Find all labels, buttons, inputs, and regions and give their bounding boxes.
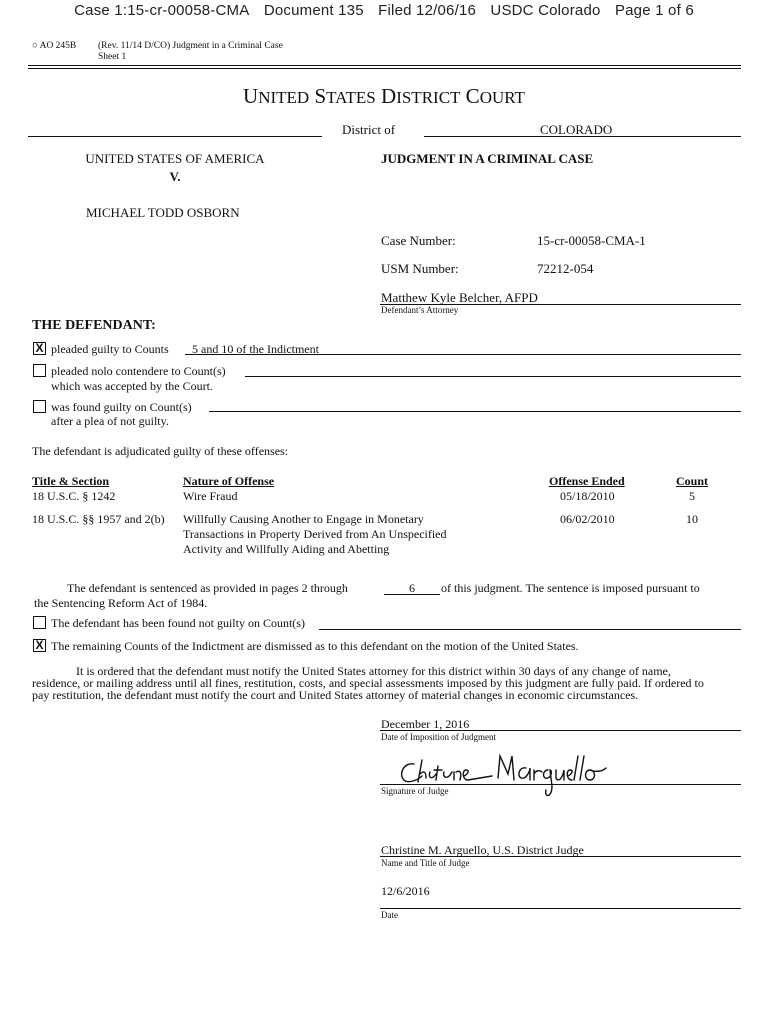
not-guilty-label: The defendant has been found not guilty on Count(s) (51, 616, 305, 630)
stamp-court: USDC Colorado (490, 2, 601, 19)
district-rule-right (424, 136, 741, 137)
sentence-text-b: of this judgment. The sentence is imposed pursuant to (441, 581, 700, 595)
imposition-rule (380, 730, 741, 731)
judge-name-rule (380, 856, 741, 857)
header-title-section: Title & Section (32, 474, 110, 488)
plaintiff: UNITED STATES OF AMERICA (85, 151, 265, 166)
plea-guilty-label: pleaded guilty to Counts (51, 342, 169, 356)
row-ended: 05/18/2010 (560, 489, 615, 503)
case-number-label: Case Number: (381, 233, 456, 248)
nolo-accepted-label: which was accepted by the Court. (51, 379, 213, 393)
signed-date-rule (380, 908, 741, 909)
judge-name-label: Name and Title of Judge (381, 858, 470, 868)
case-number: 15-cr-00058-CMA-1 (537, 233, 646, 248)
nolo-rule (245, 376, 741, 377)
sentence-text-a: The defendant is sentenced as provided in pages 2 through (67, 581, 348, 595)
judge-name: Christine M. Arguello, U.S. District Judge (381, 843, 584, 857)
adjudicated-text: The defendant is adjudicated guilty of these offenses: (32, 444, 289, 458)
row-count: 10 (686, 512, 698, 526)
defendant-attorney: Matthew Kyle Belcher, AFPD (381, 290, 538, 305)
row-nature-line2: Transactions in Property Derived from An Unspecified (183, 527, 447, 541)
plea-guilty-counts: 5 and 10 of the Indictment (192, 342, 319, 356)
form-sheet: Sheet 1 (98, 52, 127, 62)
found-guilty-checkbox[interactable] (33, 400, 46, 413)
defendant-heading: THE DEFENDANT: (32, 318, 156, 333)
form-revision: (Rev. 11/14 D/CO) Judgment in a Criminal Case (98, 41, 283, 51)
defendant-name: MICHAEL TODD OSBORN (86, 205, 240, 220)
order-line-1: It is ordered that the defendant must notify the United States attorney for this district within 30 days of any change of name, (76, 664, 671, 678)
versus: V. (169, 169, 181, 184)
row-count: 5 (689, 489, 695, 503)
dismissed-label: The remaining Counts of the Indictment are dismissed as to this defendant on the motion of the United States. (51, 639, 579, 653)
header-count: Count (676, 474, 709, 488)
nolo-checkbox[interactable] (33, 364, 46, 377)
attorney-label: Defendant’s Attorney (381, 305, 459, 315)
found-guilty-label: was found guilty on Count(s) (51, 400, 192, 414)
imposition-date: December 1, 2016 (381, 717, 470, 731)
judgment-title: JUDGMENT IN A CRIMINAL CASE (381, 151, 594, 166)
row-nature: Willfully Causing Another to Engage in Monetary (183, 512, 424, 526)
district-value: COLORADO (540, 122, 613, 137)
row-title: 18 U.S.C. §§ 1957 and 2(b) (32, 512, 165, 526)
signed-date-label: Date (381, 910, 398, 920)
stamp-filed: Filed 12/06/16 (378, 2, 477, 19)
not-guilty-checkbox[interactable] (33, 616, 46, 629)
header-offense-ended: Offense Ended (549, 474, 625, 488)
not-guilty-rule (319, 629, 741, 630)
signature-graphic (396, 752, 616, 804)
found-guilty-rule (209, 411, 741, 412)
plea-guilty-checkbox[interactable]: X (33, 342, 46, 355)
sentence-pages-rule (384, 594, 440, 595)
header-rule-top (28, 65, 741, 66)
signature-rule (380, 784, 741, 785)
usm-number-label: USM Number: (381, 261, 459, 276)
signed-date: 12/6/2016 (381, 884, 430, 898)
row-ended: 06/02/2010 (560, 512, 615, 526)
order-line-2: residence, or mailing address until all fines, restitution, costs, and special assessments imposed by this judgment are fully paid. If ordered to (32, 676, 704, 690)
sentence-text-line2: the Sentencing Reform Act of 1984. (34, 596, 208, 610)
dismissed-checkbox[interactable]: X (33, 639, 46, 652)
district-rule-left (28, 136, 322, 137)
stamp-document: Document 135 (263, 2, 364, 19)
stamp-page: Page 1 of 6 (614, 2, 694, 19)
header-rule-bottom (28, 68, 741, 69)
row-nature-line3: Activity and Willfully Aiding and Abetting (183, 542, 390, 556)
district-label: District of (342, 122, 396, 137)
stamp-case: Case 1:15-cr-00058-CMA (74, 2, 250, 19)
header-nature: Nature of Offense (183, 474, 275, 488)
row-nature: Wire Fraud (183, 489, 238, 503)
judge-signature (396, 752, 616, 804)
plea-guilty-rule (185, 354, 741, 355)
imposition-label: Date of Imposition of Judgment (381, 732, 496, 742)
form-code: ○ AO 245B (32, 41, 77, 51)
row-title: 18 U.S.C. § 1242 (32, 489, 116, 503)
court-title: UNITED STATES DISTRICT COURT (243, 84, 525, 108)
sentence-pages: 6 (409, 581, 415, 595)
signature-label: Signature of Judge (381, 786, 449, 796)
usm-number: 72212-054 (537, 261, 594, 276)
not-guilty-plea-label: after a plea of not guilty. (51, 414, 169, 428)
filing-stamp (0, 2, 768, 19)
order-line-3: pay restitution, the defendant must notify the court and United States attorney of material changes in economic circumstances. (32, 688, 639, 702)
nolo-label: pleaded nolo contendere to Count(s) (51, 364, 226, 378)
